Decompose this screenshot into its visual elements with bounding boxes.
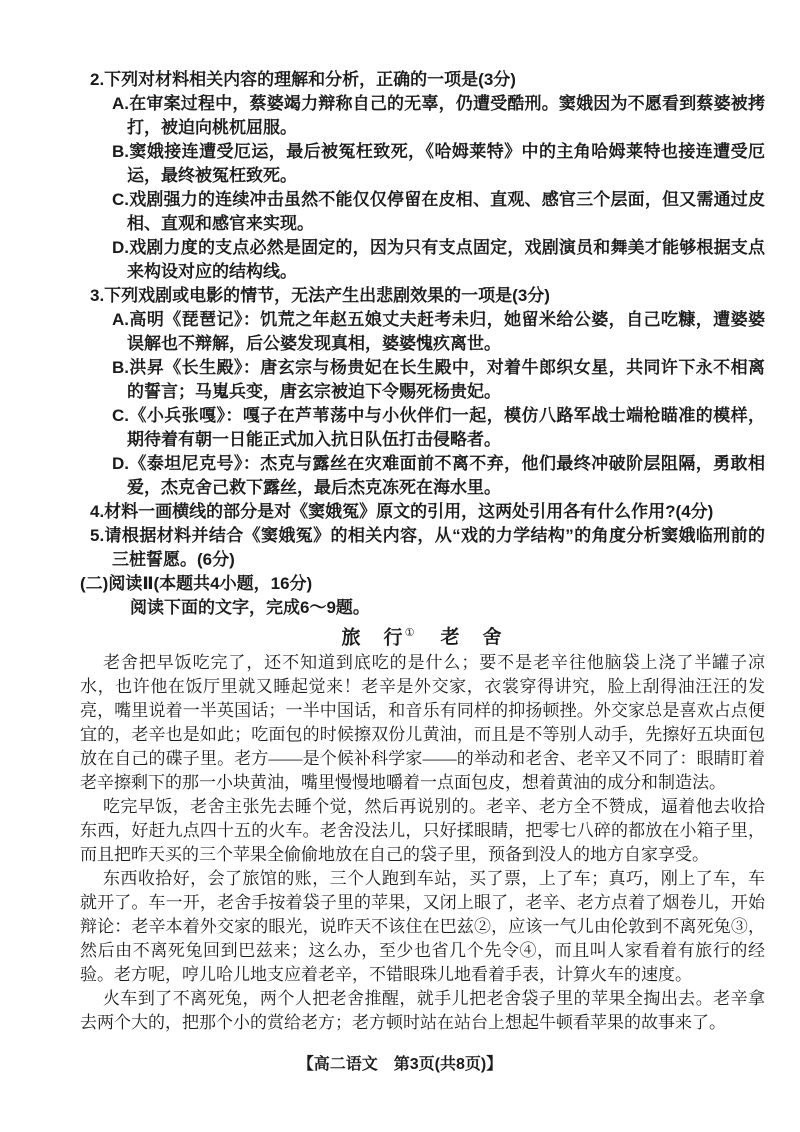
title-footnote-marker: ① [404, 627, 415, 639]
question-2-stem: 2.下列对材料相关内容的理解和分析，正确的一项是(3分) [90, 70, 516, 89]
question-2-option-d: D.戏剧力度的支点必然是固定的，因为只有支点固定，戏剧演员和舞美才能够根据支点来构设对应的结构线。 [112, 238, 765, 281]
question-5 [80, 524, 765, 572]
question-2-option-c: C.戏剧强力的连续冲击虽然不能仅仅停留在皮相、直观、感官三个层面，但又需通过皮相、直观和感官来实现。 [112, 190, 765, 233]
passage-author: 老 舍 [440, 627, 504, 649]
question-2 [80, 68, 765, 284]
question-5-stem: 5.请根据材料并结合《窦娥冤》的相关内容，从“戏的力学结构”的角度分析窦娥临刑前的三桩誓愿。(6分) [90, 526, 765, 569]
question-3-option-d: D.《泰坦尼克号》：杰克与露丝在灾难面前不离不弃，他们最终冲破阶层阻隔，勇敢相爱，杰克舍己救下露丝，最后杰克冻死在海水里。 [112, 454, 765, 497]
question-3-option-b: B.洪昇《长生殿》：唐玄宗与杨贵妃在长生殿中，对着牛郎织女星，共同许下永不相离的誓言；马嵬兵变，唐玄宗被迫下令赐死杨贵妃。 [112, 358, 765, 401]
questions-section [80, 68, 765, 620]
passage-paragraph-3: 东西收拾好，会了旅馆的账，三个人跑到车站，买了票，上了车；真巧，刚上了车，车就开了。车一开，老舍手按着袋子里的苹果，又闭上眼了，老辛、老方点着了烟卷儿，开始辩论：老辛本着外交家的眼光，说昨天不该住在巴兹②，应该一气儿由伦敦到不离死兔③，然后由不离死兔回到巴兹来；这么办，至少也省几个先令④，而且叫人家看着有旅行的经验。老方呢，哼儿哈儿地支应着老辛，不错眼珠儿地看着手表，计算火车的速度。 [80, 869, 765, 985]
question-4-stem: 4.材料一画横线的部分是对《窦娥冤》原文的引用，这两处引用各有什么作用?(4分) [90, 502, 714, 521]
passage-paragraph-1: 老舍把早饭吃完了，还不知道到底吃的是什么；要不是老辛往他脑袋上浇了半罐子凉水，也许他在饭厅里就又睡起觉来！老辛是外交家，衣裳穿得讲究，脸上刮得油汪汪的发亮，嘴里说着一半英国话；一半中国话，和音乐有同样的抑扬顿挫。外交家总是喜欢占点便宜的，老辛也是如此；吃面包的时候擦双份儿黄油，而且是不等别人动手，先擦好五块面包放在自己的碟子里。老方——是个候补科学家——的举动和老舍、老辛又不同了：眼睛盯着老辛擦剩下的那一小块黄油，嘴里慢慢地嚼着一点面包皮，想着黄油的成分和制造法。 [80, 653, 765, 793]
passage-body [80, 651, 765, 1035]
question-2-option-b: B.窦娥接连遭受厄运，最后被冤枉致死，《哈姆莱特》中的主角哈姆莱特也接连遭受厄运，最终被冤枉致死。 [112, 142, 765, 185]
question-4 [80, 500, 765, 524]
question-3-option-c: C.《小兵张嘎》：嘎子在芦苇荡中与小伙伴们一起，模仿八路军战士端枪瞄准的模样，期待着有朝一日能正式加入抗日队伍打击侵略者。 [112, 406, 765, 449]
question-2-option-a: A.在审案过程中，蔡婆竭力辩称自己的无辜，仍遭受酷刑。窦娥因为不愿看到蔡婆被拷打，被迫向桃杌屈服。 [112, 94, 765, 137]
reading-instruction: 阅读下面的文字，完成6～9题。 [130, 598, 370, 617]
reading-section-header: (二)阅读Ⅱ(本题共4小题，16分) [80, 574, 313, 593]
question-3 [80, 284, 765, 500]
passage-title-line [80, 620, 765, 651]
page-footer: 【高二语文 第3页(共8页)】 [297, 1056, 503, 1073]
question-3-stem: 3.下列戏剧或电影的情节，无法产生出悲剧效果的一项是(3分) [90, 286, 550, 305]
passage-title: 旅 行 [341, 627, 405, 649]
question-3-option-a: A.高明《琵琶记》：饥荒之年赵五娘丈夫赶考未归，她留米给公婆，自己吃糠，遭婆婆误解也不辩解，后公婆发现真相，婆婆愧疚离世。 [112, 310, 765, 353]
passage-paragraph-2: 吃完早饭，老舍主张先去睡个觉，然后再说别的。老辛、老方全不赞成，逼着他去收拾东西，好赶九点四十五的火车。老舍没法儿，只好揉眼睛，把零七八碎的都放在小箱子里，而且把昨天买的三个苹果全偷偷地放在自己的袋子里，预备到没人的地方自家享受。 [80, 797, 765, 865]
passage-paragraph-4: 火车到了不离死兔，两个人把老舍推醒，就手儿把老舍袋子里的苹果全掏出去。老辛拿去两个大的，把那个小的赏给老方；老方顿时站在站台上想起牛顿看苹果的故事来了。 [80, 989, 765, 1033]
